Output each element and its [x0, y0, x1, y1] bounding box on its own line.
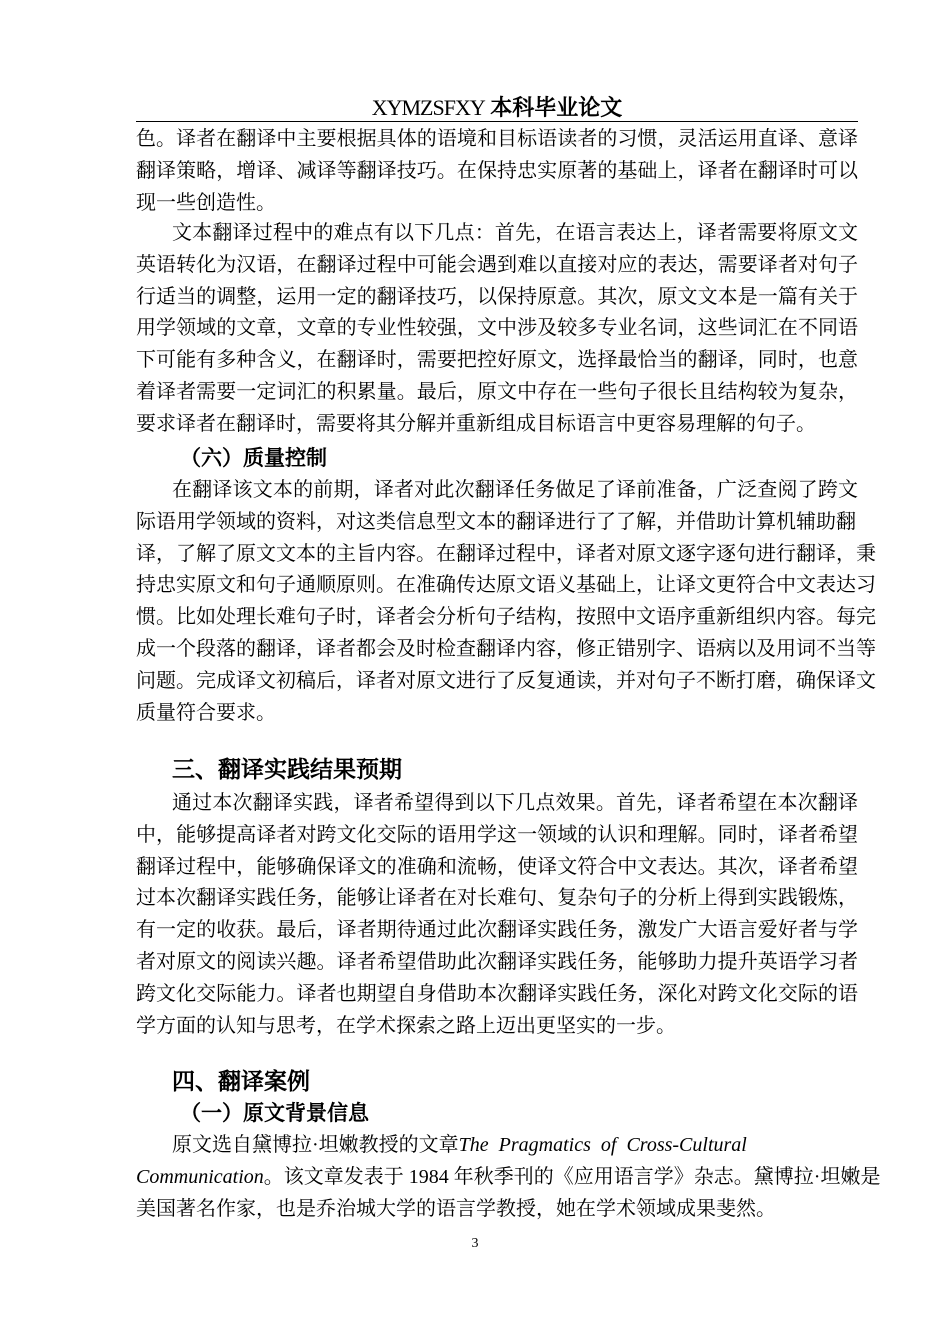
- text-line: 翻译策略，增译、减译等翻译技巧。在保持忠实原著的基础上，译者在翻译时可以: [136, 159, 858, 182]
- text-line: 文本翻译过程中的难点有以下几点：首先，在语言表达上，译者需要将原文文: [172, 222, 858, 244]
- text-line: 问题。完成译文初稿后，译者对原文进行了反复通读，并对句子不断打磨，确保译文: [136, 669, 876, 692]
- text-line: 用学领域的文章，文章的专业性较强，文中涉及较多专业名词，这些词汇在不同语: [136, 317, 858, 340]
- paragraph-3: [136, 475, 876, 729]
- paragraph-5: [136, 1130, 881, 1225]
- text-line: 惯。比如处理长难句子时，译者会分析句子结构，按照中文语序重新组织内容。每完: [136, 606, 876, 629]
- text-line: 译，了解了原文文本的主旨内容。在翻译过程中，译者对原文逐字逐句进行翻译，秉: [136, 542, 876, 565]
- paragraph-2: [136, 218, 858, 441]
- text-line: 要求译者在翻译时，需要将其分解并重新组成目标语言中更容易理解的句子。: [136, 412, 816, 435]
- heading-results: 三、翻译实践结果预期: [172, 757, 402, 783]
- heading-background: （一）原文背景信息: [180, 1101, 369, 1125]
- text-line: 着译者需要一定词汇的积累量。最后，原文中存在一些句子很长且结构较为复杂，: [136, 380, 858, 403]
- article-title-cont: Communication: [136, 1165, 264, 1188]
- text-line: 通过本次翻译实践，译者希望得到以下几点效果。首先，译者希望在本次翻译: [172, 792, 858, 814]
- text-line: Communication。该文章发表于 1984 年秋季刊的《应用语言学》杂志。黛博拉·坦嫩是: [136, 1165, 881, 1188]
- text-line: 跨文化交际能力。译者也期望自身借助本次翻译实践任务，深化对跨文化交际的语: [136, 982, 858, 1005]
- heading-quality-control: （六）质量控制: [180, 446, 327, 470]
- text-line: 翻译过程中，能够确保译文的准确和流畅，使译文符合中文表达。其次，译者希望: [136, 855, 858, 878]
- article-title: The Pragmatics of Cross-Cultural: [458, 1134, 747, 1156]
- page-header: [136, 94, 858, 123]
- text-line: 下可能有多种含义，在翻译时，需要把控好原文，选择最恰当的翻译，同时，也意: [136, 349, 858, 372]
- text-line: 者对原文的阅读兴趣。译者希望借助此次翻译实践任务，能够助力提升英语学习者: [136, 950, 858, 973]
- text-line: 美国著名作家，也是乔治城大学的语言学教授，她在学术领域成果斐然。: [136, 1197, 776, 1220]
- text-line: 英语转化为汉语，在翻译过程中可能会遇到难以直接对应的表达，需要译者对句子: [136, 253, 858, 276]
- text-line: 有一定的收获。最后，译者期待通过此次翻译实践任务，激发广大语言爱好者与学: [136, 919, 858, 942]
- text-line: 过本次翻译实践任务，能够让译者在对长难句、复杂句子的分析上得到实践锻炼，: [136, 887, 858, 910]
- text-line: 色。译者在翻译中主要根据具体的语境和目标语读者的习惯，灵活运用直译、意译: [136, 128, 858, 150]
- paragraph-1: [136, 124, 858, 219]
- header-rule: [136, 121, 858, 122]
- text-line: 持忠实原文和句子通顺原则。在准确传达原文语义基础上，让译文更符合中文表达习: [136, 574, 876, 597]
- text-line: 际语用学领域的资料，对这类信息型文本的翻译进行了了解，并借助计算机辅助翻: [136, 510, 856, 533]
- header-latin: XYMZSFXY: [371, 95, 485, 120]
- text-line: 成一个段落的翻译，译者都会及时检查翻译内容，修正错别字、语病以及用词不当等: [136, 637, 876, 660]
- page-number: 3: [471, 1236, 479, 1251]
- header-title: 本科毕业论文: [490, 96, 623, 121]
- text-line: 学方面的认知与思考，在学术探索之路上迈出更坚实的一步。: [136, 1014, 676, 1037]
- text-line: 在翻译该文本的前期，译者对此次翻译任务做足了译前准备，广泛查阅了跨文: [172, 479, 858, 501]
- text-line: 质量符合要求。: [136, 701, 276, 724]
- text-line: 原文选自黛博拉·坦嫩教授的文章The Pragmatics of Cross-Cultural: [172, 1134, 747, 1156]
- text-line: 行适当的调整，运用一定的翻译技巧，以保持原意。其次，原文文本是一篇有关于: [136, 285, 858, 308]
- text-line: 现一些创造性。: [136, 191, 276, 214]
- text-line: 中，能够提高译者对跨文化交际的语用学这一领域的认识和理解。同时，译者希望: [136, 823, 858, 846]
- heading-cases: 四、翻译案例: [172, 1069, 310, 1095]
- paragraph-4: [136, 788, 858, 1042]
